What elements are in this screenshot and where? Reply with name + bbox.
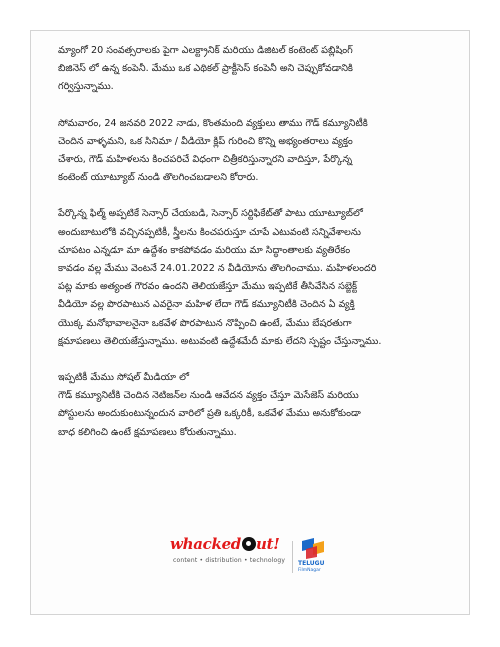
telugu-filmnagar-logo [298,537,338,577]
text-line: చేశారు, గౌడ్ మహిళలను కించపరిచే విధంగా చిత్రీకరిస్తున్నారని వాదిస్తూ, పేర్కొన్న [58,154,353,166]
telugu-filmnagar-brand: TELUGU [298,560,325,567]
text-line: కావడం వల్ల మేము వెంటనే 24.01.2022 న వీడియోను తొలగించాము. మహిళలందరి [58,263,377,275]
wordmark-part: ut! [256,535,280,553]
text-line: ఇప్పటికీ మేము సోషల్ మీడియా లో [58,372,189,384]
text-line: పేర్కొన్న ఫిల్మ్ అప్పటికే సెన్సార్ చేయబడి, సెన్సార్ సర్టిఫికేట్‌తో పాటు యూట్యూబ్‌లో [58,208,363,220]
paragraph-company-intro [58,42,442,97]
whacked-out-logo [170,533,290,579]
text-line: గర్విస్తున్నాము. [58,81,114,93]
paragraph-complaint [58,115,442,188]
whacked-out-wordmark [170,535,280,553]
text-line: కంటెంట్ యూట్యూబ్ నుండి తొలగించబడాలని కోరారు. [58,172,259,184]
paragraph-apology [58,205,442,351]
whacked-out-tagline: content • distribution • technology [173,557,286,564]
text-line: పోస్టులను అందుకుంటున్నందున వారిలో ప్రతి ఒక్కరికీ, ఒకవేళ మేము అనుకోకుండా [58,408,361,420]
text-line: మ్యాంగో 20 సంవత్సరాలకు పైగా ఎలక్ట్రానిక్ మరియు డిజిటల్ కంటెంట్ పబ్లిషింగ్ [58,45,353,56]
text-line: చూపటం ఎన్నడూ మా ఉద్దేశం కాకపోవడం మరియు మా సిద్ధాంతాలకు వ్యతిరేకం [58,244,351,256]
text-line: బాధ కలిగించి ఉంటే క్షమాపణలు కోరుతున్నాము. [58,426,237,438]
footer-logos [0,533,500,583]
text-line: యొక్క మనోభావాలనైనా ఒకవేళ పొరపాటున నొప్పించి ఉంటే, మేము బేషరతుగా [58,317,352,329]
logo-divider [292,541,293,573]
paragraph-social-media [58,369,442,442]
text-line: చెందిన వాళ్ళమని, ఒక సినిమా / వీడియో క్లిప్ గురించి కొన్ని అభ్యంతరాలు వ్యక్తం [58,135,353,147]
text-line: బిజినెస్ లో ఉన్న కంపెనీ. మేము ఒక ఎథికల్ ప్రాక్టీసెస్ కంపెనీ అని చెప్పుకోవడానికి [58,63,353,75]
text-line: అందుబాటులోకి వచ్చినప్పటికీ, స్త్రీలను కించపరుస్తూ చూపే ఎటువంటి సన్నివేశాలను [58,226,361,238]
text-line: పట్ల మాకు అత్యంత గౌరవం ఉందని తెలియజేస్తూ మేము ఇప్పటికే తీసివేసిన సబ్జెక్ట్ [58,281,358,293]
telugu-filmnagar-sub: FilmNagar [298,568,321,573]
splat-icon [242,537,256,551]
filmnagar-mark-icon [300,537,326,559]
wordmark-part: whacked [170,535,241,553]
text-line: వీడియో వల్ల పొరపాటున ఎవరైనా మహిళ లేదా గౌడ్ కమ్యూనిటీకి చెందిన ఏ వ్యక్తి [58,299,355,311]
text-line: క్షమాపణలు తెలియజేస్తున్నాము. అటువంటి ఉద్దేశమేదీ మాకు లేదని స్పష్టం చేస్తున్నాము. [58,335,382,347]
statement-body [58,42,442,442]
text-line: గౌడ్ కమ్యూనిటీకి చెందిన నెటిజన్‌ల నుండి ఆవేదన వ్యక్తం చేస్తూ మెసేజెస్ మరియు [58,390,359,402]
text-line: సోమవారం, 24 జనవరి 2022 నాడు, కొంతమంది వ్యక్తులు తాము గౌడ్ కమ్యూనిటీకి [58,117,368,129]
